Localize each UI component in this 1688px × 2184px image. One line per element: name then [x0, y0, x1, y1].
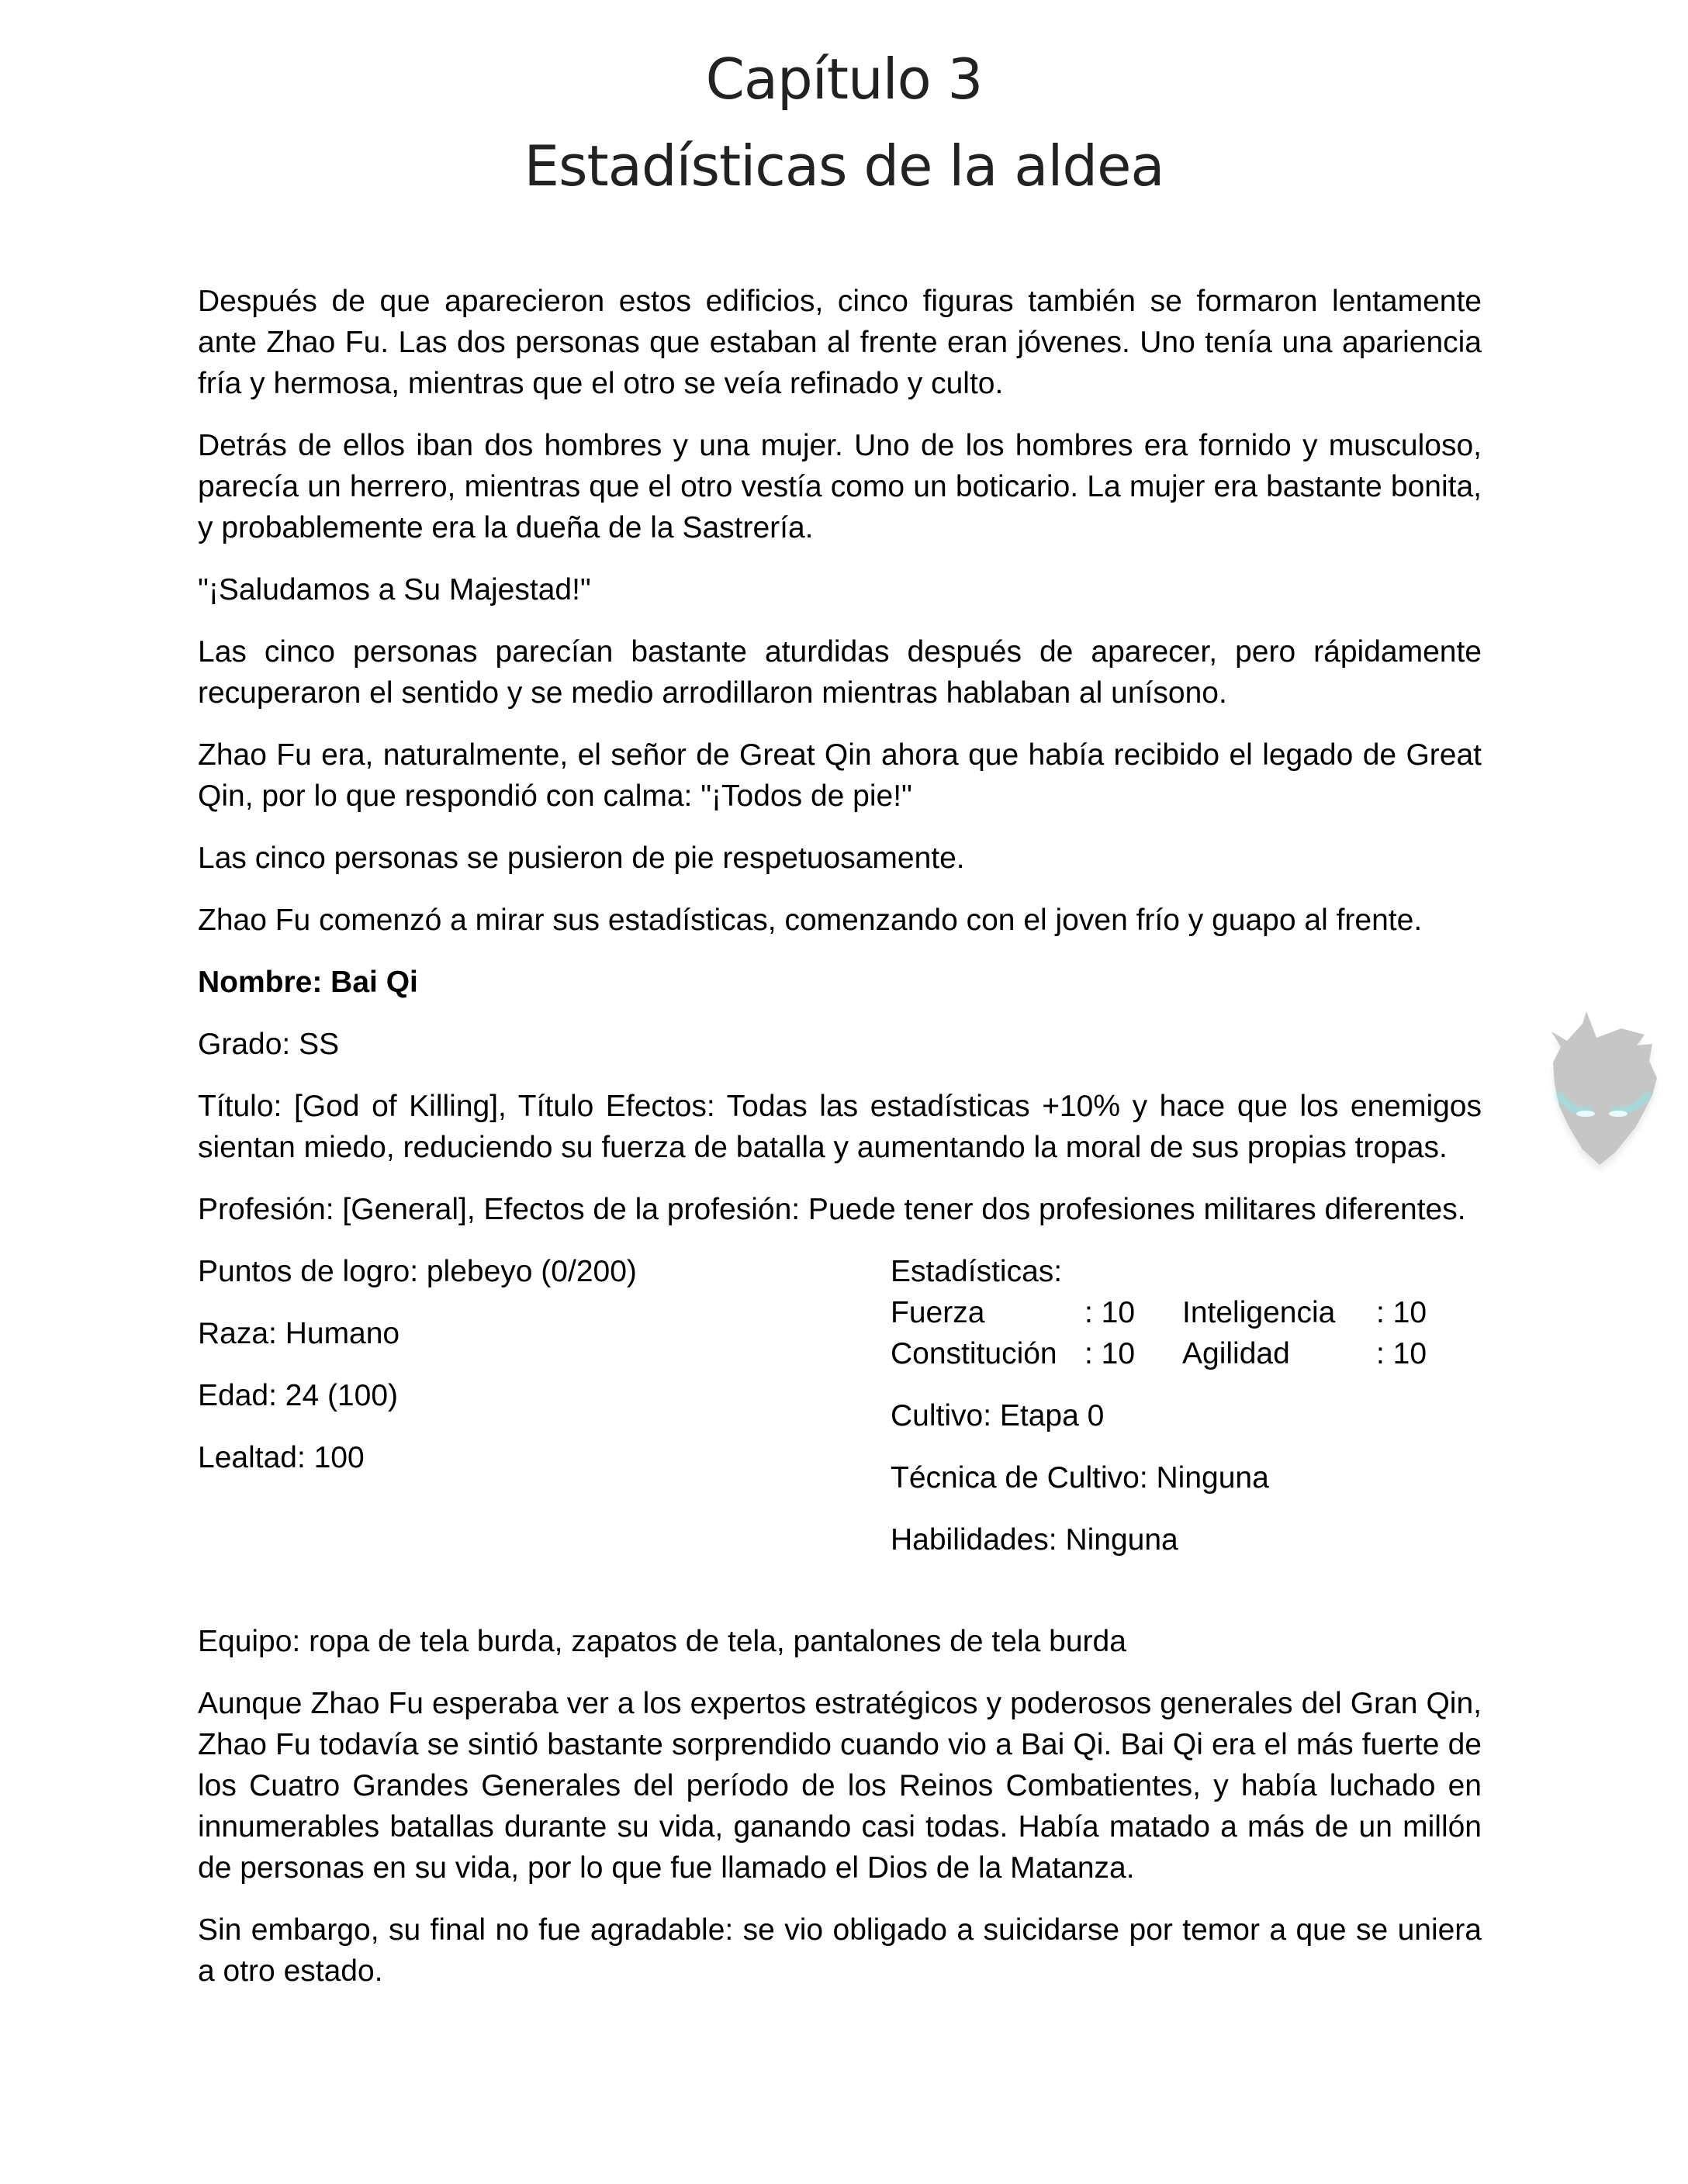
- character-grade: Grado: SS: [198, 1028, 340, 1061]
- demon-head-icon: [1528, 1000, 1668, 1179]
- paragraph: Aunque Zhao Fu esperaba ver a los expertos estratégicos y poderosos generales del Gran Qin, Zhao Fu todavía se sintió bastante sorprendido cuando vio a Bai Qi. Bai Qi era el más fuerte de los Cuatro Grandes Generales del período de los Reinos Combatientes, y había luchado en innumerables batallas durante su vida, ganando casi todas. Había matado a más de un millón de personas en su vida, por lo que fue llamado el Dios de la Matanza.: [198, 1687, 1482, 1885]
- stat-label: Constitución: [891, 1337, 1057, 1370]
- stat-value: : 10: [1084, 1296, 1136, 1329]
- paragraph: Después de que aparecieron estos edificios, cinco figuras también se formaron lentamente ante Zhao Fu. Las dos personas que estaban al frente eran jóvenes. Uno tenía una apariencia fría y hermosa, mientras que el otro se veía refinado y culto.: [198, 285, 1482, 400]
- chapter-body: [198, 281, 1482, 2013]
- dialogue-paragraph: "¡Saludamos a Su Majestad!": [198, 573, 591, 606]
- stats-row: [891, 1333, 1427, 1374]
- character-attributes-column: [891, 1251, 1480, 1581]
- character-stats-block: [198, 1251, 1482, 1600]
- race: Raza: Humano: [198, 1317, 400, 1350]
- character-info-column: [198, 1251, 865, 1499]
- paragraph: Las cinco personas parecían bastante aturdidas después de aparecer, pero rápidamente recuperaron el sentido y se medio arrodillaron mientras hablaban al unísono.: [198, 635, 1482, 710]
- stat-label: Fuerza: [891, 1296, 985, 1329]
- character-profession: Profesión: [General], Efectos de la profesión: Puede tener dos profesiones militares diferentes.: [198, 1193, 1466, 1226]
- paragraph: Las cinco personas se pusieron de pie respetuosamente.: [198, 841, 965, 875]
- stats-heading: Estadísticas:: [891, 1255, 1063, 1288]
- stats-table: [891, 1292, 1427, 1374]
- chapter-title: Estadísticas de la aldea: [524, 133, 1164, 199]
- stats-row: [891, 1292, 1427, 1333]
- achievement-points: Puntos de logro: plebeyo (0/200): [198, 1255, 637, 1288]
- stat-label: Agilidad: [1182, 1337, 1290, 1370]
- stat-value: : 10: [1376, 1296, 1427, 1329]
- equipment: Equipo: ropa de tela burda, zapatos de tela, pantalones de tela burda: [198, 1625, 1126, 1658]
- skills: Habilidades: Ninguna: [891, 1523, 1178, 1557]
- age: Edad: 24 (100): [198, 1379, 399, 1412]
- watermark: [1528, 1000, 1668, 1179]
- stat-value: : 10: [1084, 1337, 1136, 1370]
- character-name: Nombre: Bai Qi: [198, 966, 418, 999]
- chapter-number: Capítulo 3: [705, 47, 983, 112]
- character-title: Título: [God of Killing], Título Efectos: Todas las estadísticas +10% y hace que los enemigos sientan miedo, reduciendo su fuerza de batalla y aumentando la moral de sus propias tropas.: [198, 1090, 1482, 1164]
- paragraph: Sin embargo, su final no fue agradable: se vio obligado a suicidarse por temor a que se uniera a otro estado.: [198, 1913, 1482, 1988]
- stat-value: : 10: [1376, 1337, 1427, 1370]
- cultivation: Cultivo: Etapa 0: [891, 1399, 1105, 1432]
- paragraph: Detrás de ellos iban dos hombres y una mujer. Uno de los hombres era fornido y musculoso, parecía un herrero, mientras que el otro vestía como un boticario. La mujer era bastante bonita, y probablemente era la dueña de la Sastrería.: [198, 429, 1482, 544]
- loyalty: Lealtad: 100: [198, 1441, 365, 1474]
- stat-label: Inteligencia: [1182, 1296, 1336, 1329]
- paragraph: Zhao Fu comenzó a mirar sus estadísticas, comenzando con el joven frío y guapo al frente.: [198, 904, 1423, 937]
- paragraph: Zhao Fu era, naturalmente, el señor de Great Qin ahora que había recibido el legado de Great Qin, por lo que respondió con calma: "¡Todos de pie!": [198, 738, 1482, 813]
- cultivation-technique: Técnica de Cultivo: Ninguna: [891, 1461, 1269, 1495]
